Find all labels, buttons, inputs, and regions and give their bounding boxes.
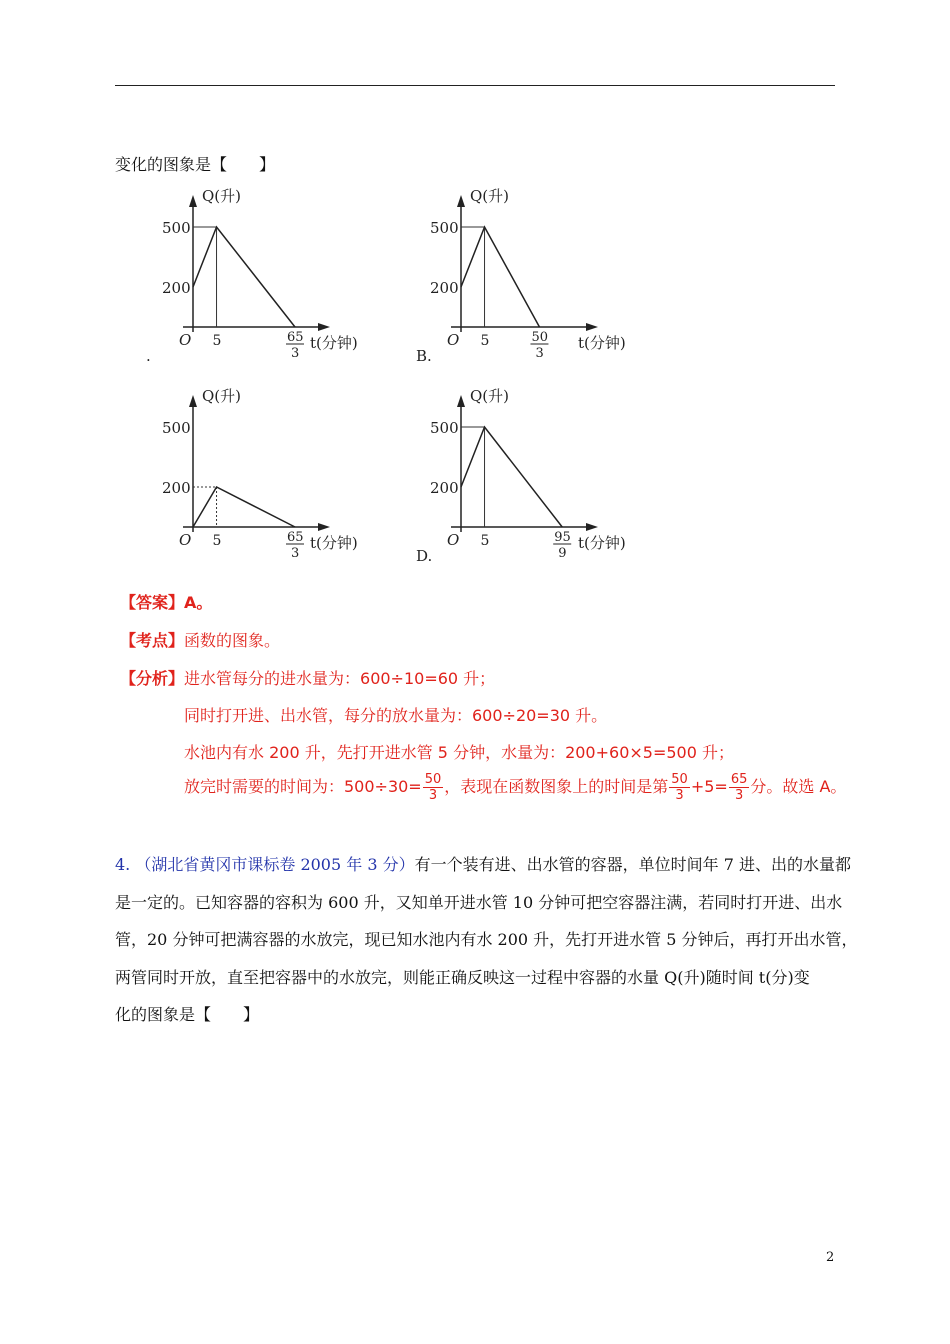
- option-label: .: [146, 347, 151, 365]
- y-tick-label-200: 200: [162, 279, 191, 297]
- y-tick-label-200: 200: [162, 479, 191, 497]
- graph-svg: [146, 185, 390, 375]
- y-axis-arrow: [457, 395, 465, 407]
- y-tick-label-500: 500: [162, 419, 191, 437]
- graph-svg: [418, 385, 658, 575]
- x-axis-arrow: [318, 523, 330, 531]
- answer-text: A。: [184, 593, 213, 612]
- end-tick-numerator: 65: [287, 530, 304, 545]
- origin-label: O: [447, 531, 460, 549]
- end-tick-numerator: 65: [287, 330, 304, 345]
- x-axis-arrow: [586, 523, 598, 531]
- question-line-2: 是一定的。已知容器的容积为 600 升，又知单开进水管 10 分钟可把空容器注满，若同时打开进、出水: [115, 893, 843, 912]
- fraction-2: $\frac{50}{3}$: [671, 772, 688, 803]
- end-tick-denominator: 9: [558, 546, 567, 561]
- t-axis-label: t(分钟): [310, 334, 358, 352]
- function-line: [193, 487, 295, 527]
- graph-d: [418, 385, 658, 575]
- y-tick-label-500: 500: [430, 219, 459, 237]
- option-label: D.: [416, 547, 433, 565]
- x-tick-label-5: 5: [212, 533, 222, 549]
- analysis-text-4b: ，表现在函数图象上的时间是第: [444, 777, 669, 796]
- function-line: [461, 227, 539, 327]
- q-axis-label: Q(升): [470, 187, 510, 205]
- origin-label: O: [179, 531, 192, 549]
- analysis-line-3: 水池内有水 200 升，先打开进水管 5 分钟，水量为：200+60×5=500 升；: [184, 743, 734, 762]
- analysis-text-1: 进水管每分的进水量为：600÷10=60 升；: [184, 669, 496, 688]
- y-axis-arrow: [189, 395, 197, 407]
- end-tick-numerator: 95: [554, 530, 571, 545]
- analysis-text-4c: +5=: [690, 777, 728, 796]
- origin-label: O: [179, 331, 192, 349]
- y-tick-label-500: 500: [430, 419, 459, 437]
- y-tick-label-500: 500: [162, 219, 191, 237]
- graph-c: [150, 385, 390, 575]
- analysis-line-4: [184, 772, 846, 803]
- end-tick-denominator: 3: [535, 346, 544, 361]
- question-line-1: [115, 852, 851, 875]
- q-axis-label: Q(升): [202, 187, 242, 205]
- question-line-4: 两管同时开放，直至把容器中的水放完，则能正确反映这一过程中容器的水量 Q(升)随时间 t(分)变: [115, 968, 810, 987]
- option-label: B.: [416, 347, 432, 365]
- analysis-text-4d: 分。故选 A。: [750, 777, 847, 796]
- x-tick-label-5: 5: [212, 333, 222, 349]
- analysis-text-4a: 放完时需要的时间为：500÷30=: [184, 777, 422, 796]
- question-line-3: 管，20 分钟可把满容器的水放完，现已知水池内有水 200 升，先打开进水管 5 分钟后，再打开出水管，: [115, 930, 858, 949]
- analysis-tag: 【分析】: [120, 669, 185, 688]
- end-tick-denominator: 3: [291, 546, 300, 561]
- x-tick-label-5: 5: [480, 333, 490, 349]
- function-line: [461, 427, 562, 527]
- q-axis-label: Q(升): [202, 387, 242, 405]
- y-tick-label-200: 200: [430, 479, 459, 497]
- point-line: [120, 628, 280, 651]
- answer-line: [120, 590, 212, 613]
- x-axis-arrow: [586, 323, 598, 331]
- function-line: [193, 227, 295, 327]
- graph-a: [146, 185, 390, 375]
- x-tick-label-5: 5: [480, 533, 490, 549]
- end-tick-denominator: 3: [291, 346, 300, 361]
- x-axis-arrow: [318, 323, 330, 331]
- origin-label: O: [447, 331, 460, 349]
- question-line-5: 化的图象是【 】: [115, 1005, 260, 1024]
- graph-svg: [150, 385, 390, 575]
- graph-b: [418, 185, 658, 375]
- end-tick-numerator: 50: [531, 330, 549, 345]
- graph-svg: [418, 185, 658, 375]
- page-number: 2: [826, 1250, 835, 1265]
- analysis-line-2: 同时打开进、出水管，每分的放水量为：600÷20=30 升。: [184, 706, 608, 725]
- header-rule: [115, 85, 835, 86]
- t-axis-label: t(分钟): [578, 534, 626, 552]
- y-axis-arrow: [189, 195, 197, 207]
- question-source: 4. （湖北省黄冈市课标卷 2005 年 3 分）: [115, 855, 415, 874]
- intro-line: 变化的图象是【 】: [115, 155, 276, 174]
- fraction-3: $\frac{65}{3}$: [730, 772, 748, 803]
- y-tick-label-200: 200: [430, 279, 459, 297]
- point-text: 函数的图象。: [184, 631, 281, 650]
- q-axis-label: Q(升): [470, 387, 510, 405]
- analysis-line-1: [120, 666, 495, 689]
- t-axis-label: t(分钟): [578, 334, 626, 352]
- fraction-1: $\frac{50}{3}$: [424, 772, 442, 803]
- point-tag: 【考点】: [120, 631, 185, 650]
- t-axis-label: t(分钟): [310, 534, 358, 552]
- y-axis-arrow: [457, 195, 465, 207]
- answer-tag: 【答案】: [120, 593, 185, 612]
- question-text-1: 有一个装有进、出水管的容器，单位时间年 7 进、出的水量都: [414, 855, 851, 874]
